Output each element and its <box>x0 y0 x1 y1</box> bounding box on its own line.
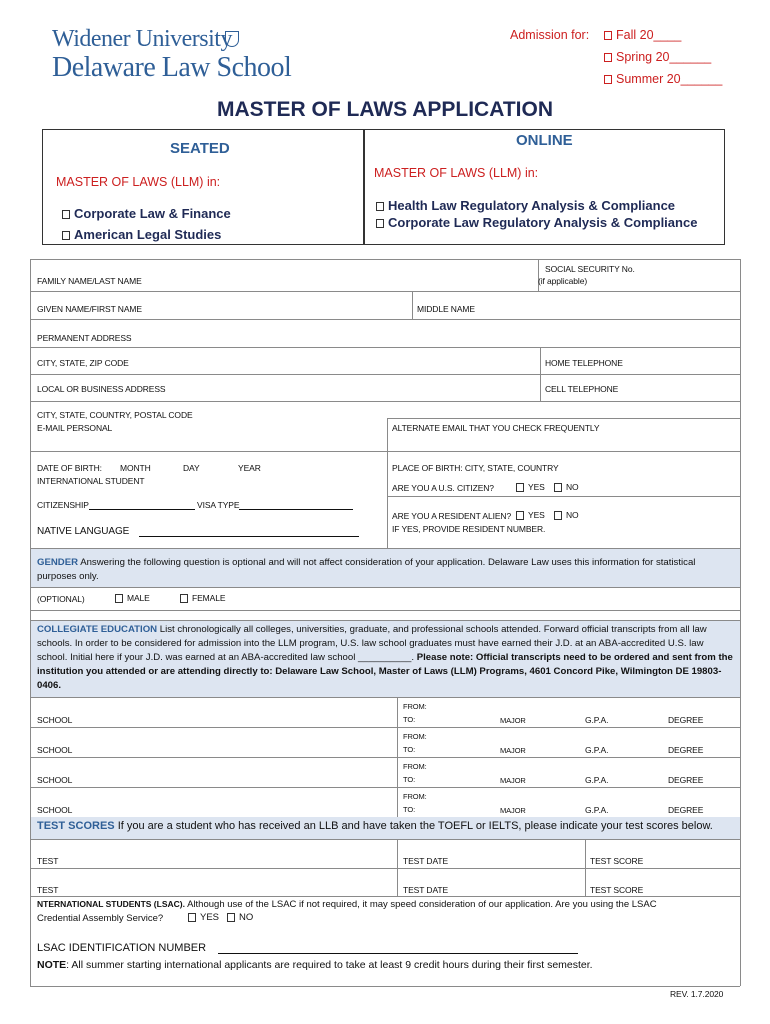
seated-option-corporate[interactable]: Corporate Law & Finance <box>62 206 231 221</box>
school-2-from[interactable]: FROM: <box>403 732 427 741</box>
online-llm-label: MASTER OF LAWS (LLM) in: <box>374 166 539 180</box>
school-3-from[interactable]: FROM: <box>403 762 427 771</box>
resident-alien-yes[interactable]: YES <box>516 510 545 520</box>
seated-option-american[interactable]: American Legal Studies <box>62 227 221 242</box>
lsac-no[interactable]: NO <box>227 912 253 923</box>
checkbox-icon[interactable] <box>604 53 612 62</box>
summer-note: NOTE: All summer starting international applicants are required to take at least 9 credit hours during their first semester. <box>37 959 593 971</box>
gender-text: GENDER Answering the following question is optional and will not affect consideration of your application. Delaware Law uses this information for statistical purposes only. <box>37 557 696 582</box>
checkbox-icon[interactable] <box>554 511 562 520</box>
revision-label: REV. 1.7.2020 <box>670 989 724 999</box>
school-2-gpa[interactable]: G.P.A. <box>585 745 609 755</box>
school-2-field[interactable]: SCHOOL <box>37 745 73 755</box>
family-name-field[interactable]: FAMILY NAME/LAST NAME <box>37 276 142 286</box>
test-1-date[interactable]: TEST DATE <box>403 856 449 866</box>
school-4-major[interactable]: MAJOR <box>500 806 526 815</box>
test-2-score[interactable]: TEST SCORE <box>590 885 644 895</box>
checkbox-icon[interactable] <box>227 913 235 922</box>
ssn-field[interactable]: SOCIAL SECURITY No. <box>545 264 635 274</box>
resident-alien-label: ARE YOU A RESIDENT ALIEN? <box>392 511 512 521</box>
admission-label: Admission for: <box>510 28 590 42</box>
checkbox-icon[interactable] <box>554 483 562 492</box>
online-option-corporate[interactable]: Corporate Law Regulatory Analysis & Compliance <box>376 215 697 230</box>
school-1-major[interactable]: MAJOR <box>500 716 526 725</box>
citizenship-field[interactable]: CITIZENSHIP <box>37 500 195 510</box>
city-country-field[interactable]: CITY, STATE, COUNTRY, POSTAL CODE <box>37 410 193 420</box>
school-1-field[interactable]: SCHOOL <box>37 715 73 725</box>
term-fall[interactable]: Fall 20____ <box>604 28 681 42</box>
test-2-name[interactable]: TEST <box>37 885 59 895</box>
program-divider <box>363 129 365 245</box>
local-address-field[interactable]: LOCAL OR BUSINESS ADDRESS <box>37 384 166 394</box>
school-1-to[interactable]: TO: <box>403 715 416 724</box>
school-4-to[interactable]: TO: <box>403 805 416 814</box>
school-2-degree[interactable]: DEGREE <box>668 745 704 755</box>
checkbox-icon[interactable] <box>516 511 524 520</box>
school-2-to[interactable]: TO: <box>403 745 416 754</box>
place-of-birth-field[interactable]: PLACE OF BIRTH: CITY, STATE, COUNTRY <box>392 463 559 473</box>
us-citizen-no[interactable]: NO <box>554 482 579 492</box>
dob-year[interactable]: YEAR <box>238 463 261 473</box>
law-school-name: Delaware Law School <box>52 52 292 83</box>
test-1-name[interactable]: TEST <box>37 856 59 866</box>
online-option-health[interactable]: Health Law Regulatory Analysis & Compliance <box>376 198 675 213</box>
university-name: Widener University <box>52 26 232 52</box>
school-4-degree[interactable]: DEGREE <box>668 805 704 815</box>
lsac-id-field[interactable]: LSAC IDENTIFICATION NUMBER <box>37 942 578 954</box>
gender-female[interactable]: FEMALE <box>180 593 225 603</box>
native-language-field[interactable]: NATIVE LANGUAGE <box>37 526 359 537</box>
checkbox-icon[interactable] <box>604 75 612 84</box>
gender-male[interactable]: MALE <box>115 593 150 603</box>
page-title: MASTER OF LAWS APPLICATION <box>217 98 553 121</box>
seated-llm-label: MASTER OF LAWS (LLM) in: <box>56 175 221 189</box>
school-4-gpa[interactable]: G.P.A. <box>585 805 609 815</box>
checkbox-icon[interactable] <box>376 219 384 228</box>
term-spring[interactable]: Spring 20______ <box>604 50 711 64</box>
permanent-address-field[interactable]: PERMANENT ADDRESS <box>37 333 132 343</box>
ssn-note: (if applicable) <box>538 276 588 286</box>
checkbox-icon[interactable] <box>188 913 196 922</box>
education-text: COLLEGIATE EDUCATION List chronologically all colleges, universities, graduate, and professional schools attended. Forward official transcripts from all law schools. In order to be considered for admission into the LLM program, U.S. law school graduates must have earned their J.D. at an ABA-accredited U.S. law school. Initial here if your J.D. was earned at an ABA-accredited law school __________. Please note: Official transcripts need to be ordered and sent from the institution you attended or are attending directly to: Delaware Law School, Master of Laws (LLM) Programs, 4601 Concord Pike, Wilmington DE 19803-0406. <box>37 624 733 691</box>
resident-number-field[interactable]: IF YES, PROVIDE RESIDENT NUMBER. <box>392 524 546 534</box>
school-1-from[interactable]: FROM: <box>403 702 427 711</box>
school-4-field[interactable]: SCHOOL <box>37 805 73 815</box>
school-2-major[interactable]: MAJOR <box>500 746 526 755</box>
test-scores-text: TEST SCORES If you are a student who has received an LLB and have taken the TOEFL or IELTS, please indicate your test scores below. <box>37 820 713 832</box>
lsac-question: NTERNATIONAL STUDENTS (LSAC). Although use of the LSAC if not required, it may speed consideration of our application. Are you using the LSAC <box>37 899 657 910</box>
test-2-date[interactable]: TEST DATE <box>403 885 449 895</box>
school-3-gpa[interactable]: G.P.A. <box>585 775 609 785</box>
cell-telephone-field[interactable]: CELL TELEPHONE <box>545 384 619 394</box>
seated-heading: SEATED <box>170 140 230 157</box>
alternate-email-field[interactable]: ALTERNATE EMAIL THAT YOU CHECK FREQUENTLY <box>392 423 600 433</box>
city-state-zip-field[interactable]: CITY, STATE, ZIP CODE <box>37 358 129 368</box>
school-3-degree[interactable]: DEGREE <box>668 775 704 785</box>
given-name-field[interactable]: GIVEN NAME/FIRST NAME <box>37 304 142 314</box>
resident-alien-no[interactable]: NO <box>554 510 579 520</box>
checkbox-icon[interactable] <box>115 594 123 603</box>
school-4-from[interactable]: FROM: <box>403 792 427 801</box>
checkbox-icon[interactable] <box>180 594 188 603</box>
test-1-score[interactable]: TEST SCORE <box>590 856 644 866</box>
dob-day[interactable]: DAY <box>183 463 200 473</box>
checkbox-icon[interactable] <box>604 31 612 40</box>
checkbox-icon[interactable] <box>62 210 70 219</box>
dob-month[interactable]: MONTH <box>120 463 151 473</box>
home-telephone-field[interactable]: HOME TELEPHONE <box>545 358 623 368</box>
school-3-major[interactable]: MAJOR <box>500 776 526 785</box>
checkbox-icon[interactable] <box>62 231 70 240</box>
term-summer[interactable]: Summer 20______ <box>604 72 722 86</box>
visa-type-field[interactable]: VISA TYPE <box>197 500 353 510</box>
email-personal-field[interactable]: E-MAIL PERSONAL <box>37 423 113 433</box>
school-3-field[interactable]: SCHOOL <box>37 775 73 785</box>
checkbox-icon[interactable] <box>376 202 384 211</box>
us-citizen-yes[interactable]: YES <box>516 482 545 492</box>
gender-optional-label: (OPTIONAL) <box>37 594 85 604</box>
online-heading: ONLINE <box>516 132 573 149</box>
lsac-yes[interactable]: YES <box>188 912 219 923</box>
lsac-question-line2: Credential Assembly Service? <box>37 913 164 924</box>
us-citizen-label: ARE YOU A U.S. CITIZEN? <box>392 483 494 493</box>
shield-logo-icon <box>225 31 239 47</box>
checkbox-icon[interactable] <box>516 483 524 492</box>
school-1-gpa[interactable]: G.P.A. <box>585 715 609 725</box>
international-student-label: INTERNATIONAL STUDENT <box>37 476 145 486</box>
school-1-degree[interactable]: DEGREE <box>668 715 704 725</box>
school-3-to[interactable]: TO: <box>403 775 416 784</box>
dob-label: DATE OF BIRTH: <box>37 463 102 473</box>
middle-name-field[interactable]: MIDDLE NAME <box>417 304 475 314</box>
